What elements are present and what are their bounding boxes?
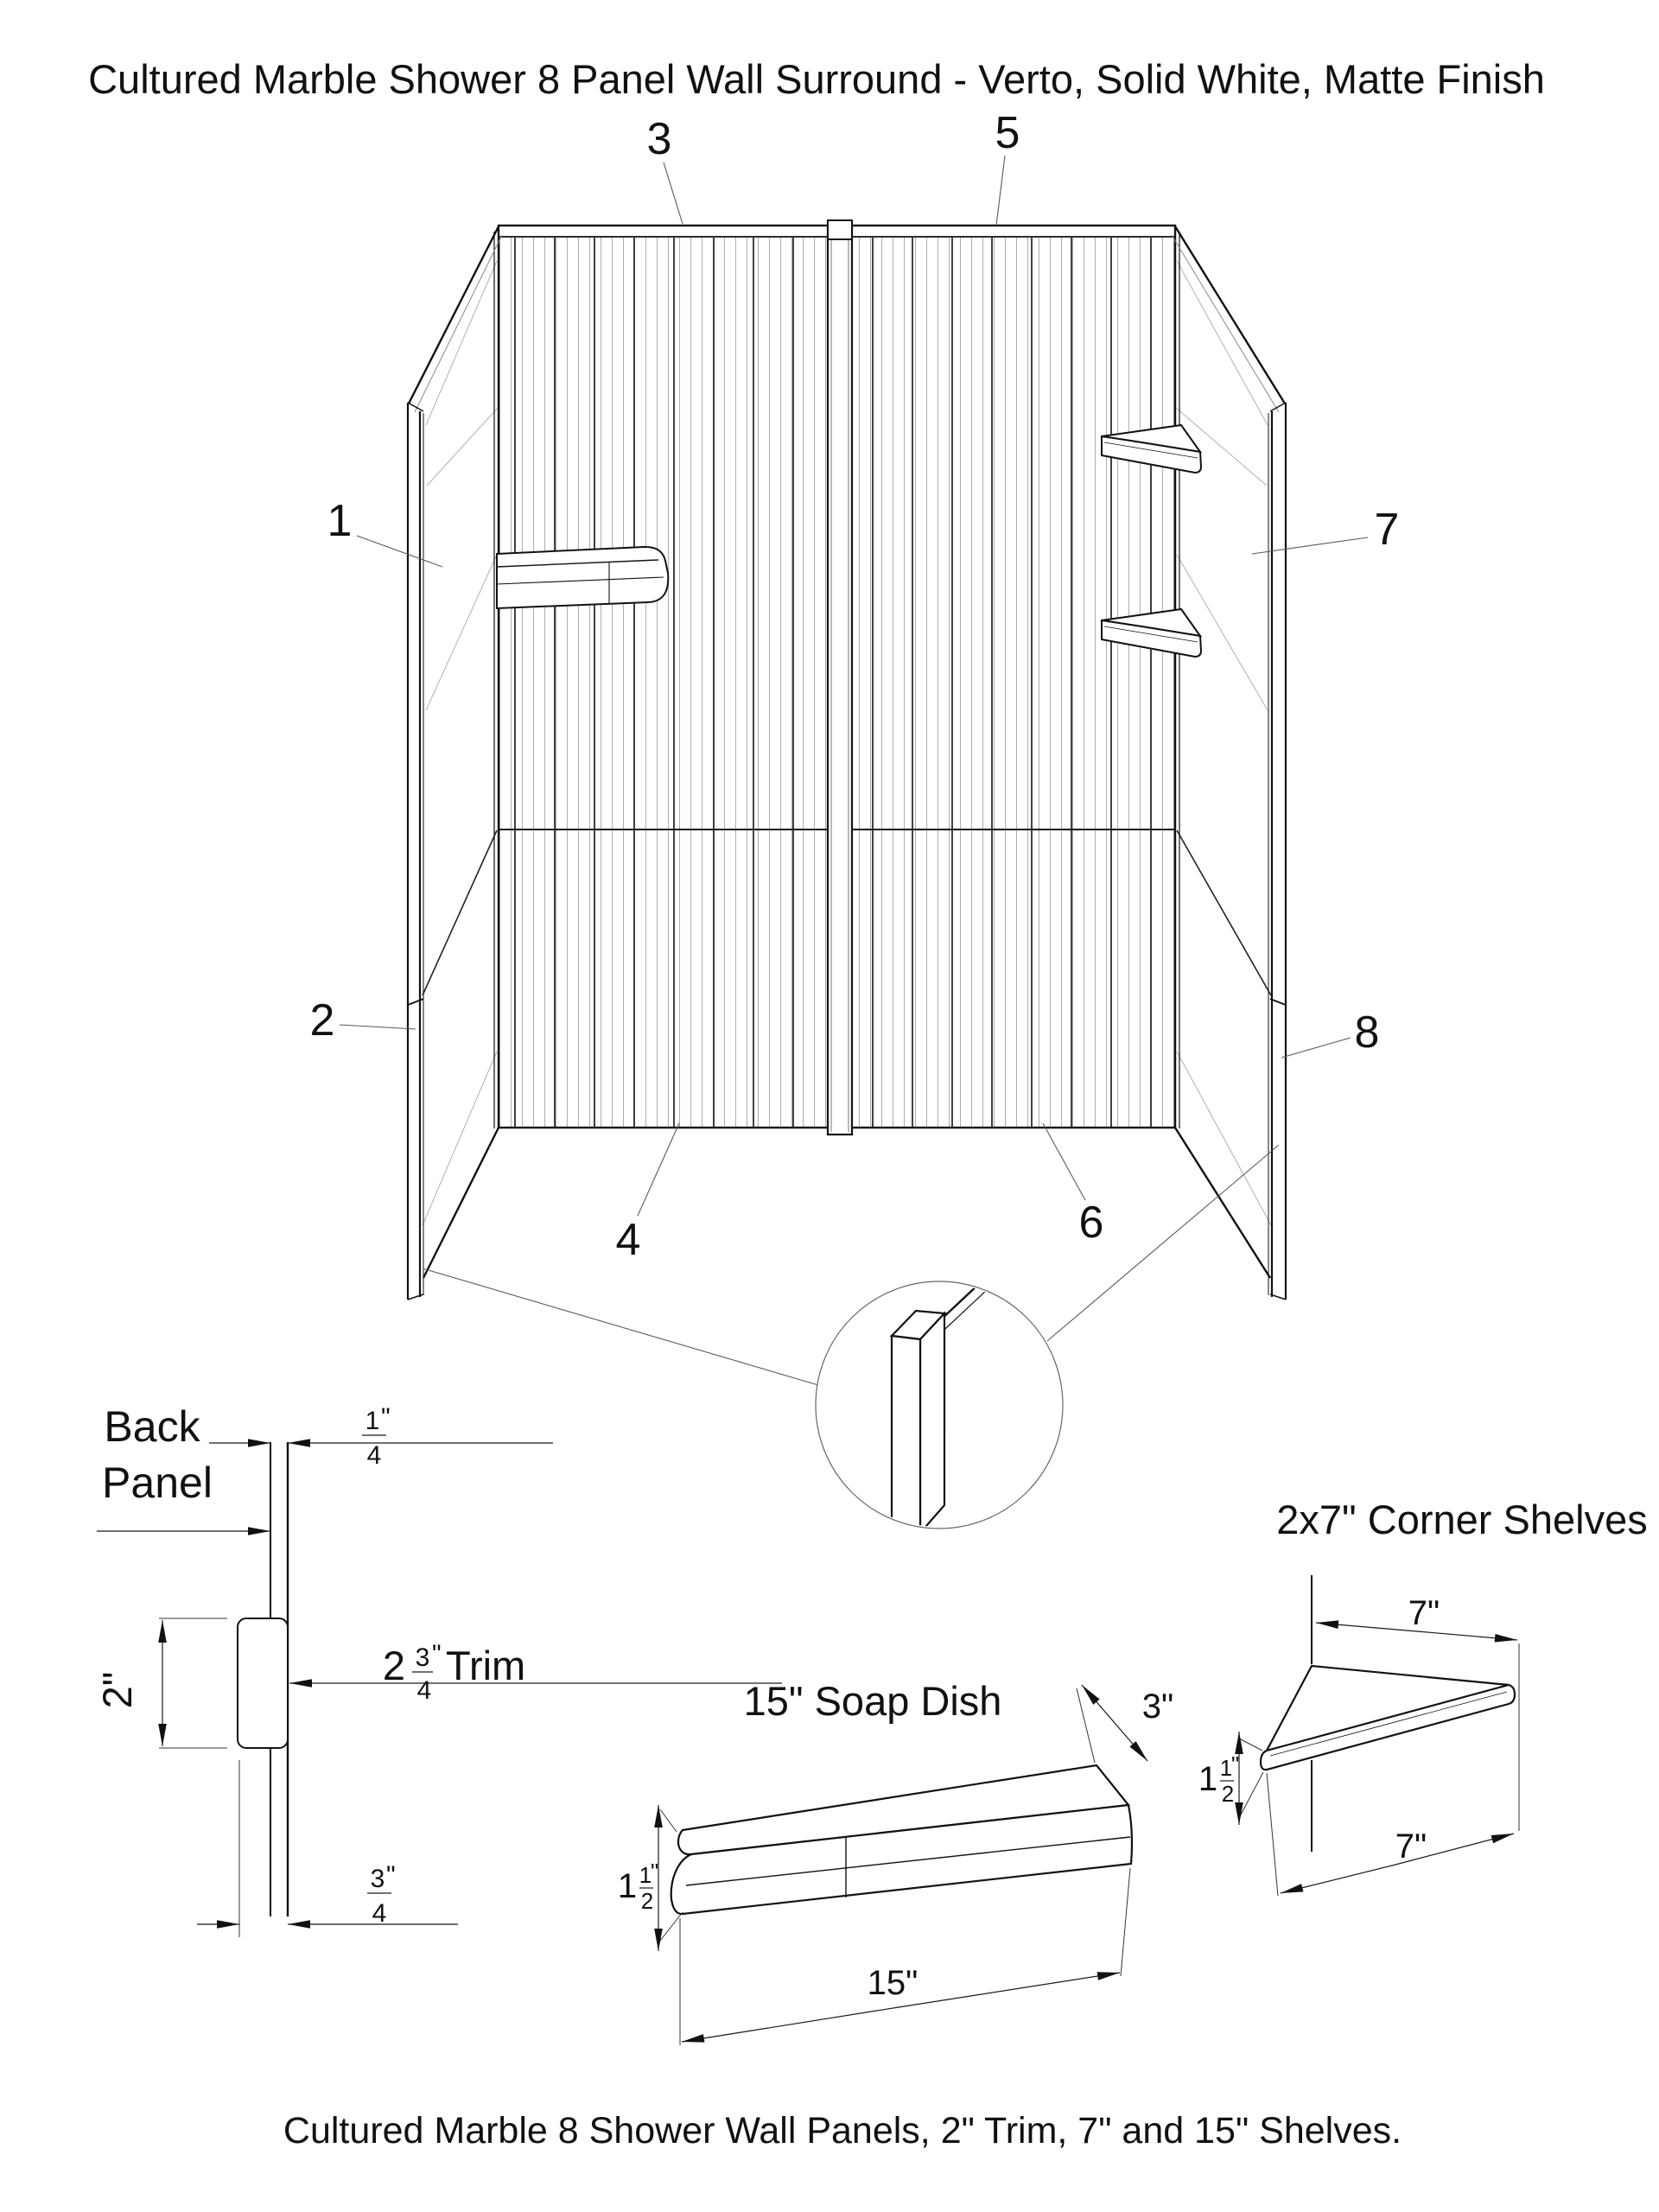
dim-corner-height xyxy=(1198,1732,1263,1825)
panel-label-8: 8 xyxy=(1354,1007,1380,1058)
panel-labels xyxy=(310,108,1400,1265)
trim-detail-circle xyxy=(423,1145,1279,1533)
dim-trim-unit: " xyxy=(432,1640,442,1669)
trim-block xyxy=(238,1618,288,1748)
dim-quarter-den: 4 xyxy=(366,1441,382,1470)
dim-corner-height-prefix: 1 xyxy=(1198,1760,1218,1798)
dim-quarter-inch xyxy=(209,1403,553,1470)
soap-dish-shelf xyxy=(497,547,668,608)
corner-shelves-section xyxy=(1198,1497,1648,1896)
dim-corner-top-label: 7" xyxy=(1408,1594,1440,1632)
dim-trim-den: 4 xyxy=(416,1676,432,1705)
panel-label-3: 3 xyxy=(646,114,672,164)
dim-two-inch xyxy=(94,1618,227,1748)
panel-label-7: 7 xyxy=(1374,505,1400,555)
panel-label-4: 4 xyxy=(615,1215,641,1265)
dim-corner-height-num: 1 xyxy=(1219,1755,1233,1781)
dim-soap-height-prefix: 1 xyxy=(617,1867,638,1905)
dim-trim-prefix: 2 xyxy=(382,1643,406,1688)
back-panel-section xyxy=(94,1402,782,1937)
dim-three-quarter-den: 4 xyxy=(372,1899,387,1928)
right-front-trim xyxy=(1268,403,1286,1300)
back-panel-label-line1: Back xyxy=(104,1402,200,1451)
right-side-panel xyxy=(1172,226,1286,1300)
dim-corner-height-den: 2 xyxy=(1221,1781,1235,1807)
corner-shelf-upper xyxy=(1102,425,1201,473)
dim-soap-length-label: 15" xyxy=(867,1964,918,2002)
main-drawing xyxy=(310,108,1400,1533)
center-trim xyxy=(828,220,852,1135)
dim-soap-height-num: 1 xyxy=(639,1862,652,1888)
dim-three-quarter-num: 3 xyxy=(370,1865,385,1893)
dim-quarter-unit: " xyxy=(381,1403,391,1432)
dim-soap-depth xyxy=(1077,1685,1173,1763)
corner-shelves-title: 2x7" Corner Shelves xyxy=(1276,1497,1648,1542)
dim-quarter-num: 1 xyxy=(365,1407,380,1435)
dim-corner-bottom-label: 7" xyxy=(1395,1827,1427,1866)
soap-dish-title: 15" Soap Dish xyxy=(743,1678,1002,1724)
dim-corner-bottom xyxy=(1267,1773,1514,1896)
dim-three-quarter-unit: " xyxy=(386,1861,396,1890)
panel-label-1: 1 xyxy=(327,496,353,546)
panel-label-6: 6 xyxy=(1078,1198,1104,1248)
dim-trim xyxy=(289,1640,782,1705)
back-panel-label-line2: Panel xyxy=(102,1459,213,1507)
dim-corner-height-unit: " xyxy=(1231,1751,1240,1777)
dim-trim-num: 3 xyxy=(415,1643,430,1672)
panel-label-5: 5 xyxy=(995,108,1020,158)
left-front-trim xyxy=(408,403,423,1300)
dim-soap-height-den: 2 xyxy=(640,1888,654,1914)
dim-two-label: 2" xyxy=(94,1671,140,1709)
soap-dish-section xyxy=(618,1678,1173,2045)
panel-label-2: 2 xyxy=(309,995,335,1046)
dim-soap-height-unit: " xyxy=(651,1859,659,1885)
left-side-panel xyxy=(408,226,502,1300)
dim-trim-suffix: Trim xyxy=(446,1643,526,1688)
dim-soap-depth-label: 3" xyxy=(1141,1688,1174,1726)
bottom-caption: Cultured Marble 8 Shower Wall Panels, 2" Trim, 7" and 15" Shelves. xyxy=(283,2110,1402,2152)
corner-shelf-lower xyxy=(1102,609,1201,657)
page-title: Cultured Marble Shower 8 Panel Wall Surround - Verto, Solid White, Matte Finish xyxy=(88,56,1545,102)
dim-three-quarter-inch xyxy=(197,1760,458,1937)
